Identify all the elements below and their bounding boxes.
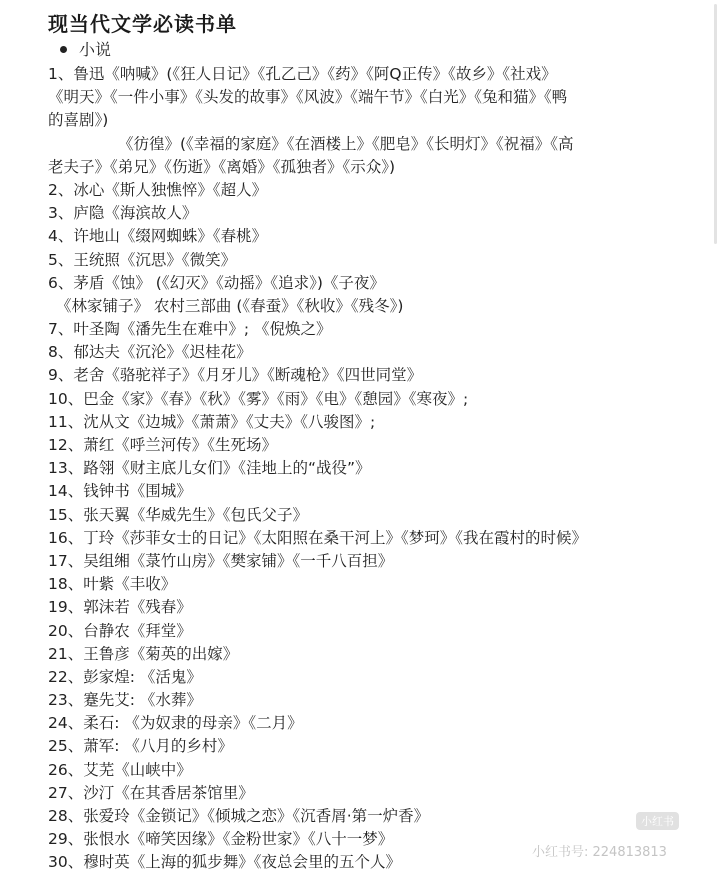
section-label: 小说 [79,40,112,59]
list-item: 6、茅盾《蚀》 (《幻灭》《动摇》《追求》)《子夜》 [48,273,385,292]
list-item: 10、巴金《家》《春》《秋》《雾》《雨》《电》《憩园》《寒夜》; [48,389,469,408]
list-item: 12、萧红《呼兰河传》《生死场》 [48,436,277,454]
list-item: 7、叶圣陶《潘先生在难中》; 《倪焕之》 [48,320,332,339]
list-item: 17、吴组缃《菉竹山房》《樊家铺》《一千八百担》 [48,551,394,570]
list-item: 5、王统照《沉思》《微笑》 [48,250,237,269]
list-item: 28、张爱玲《金锁记》《倾城之恋》《沉香屑·第一炉香》 [48,807,430,825]
list-item: 11、沈从文《边城》《萧萧》《丈夫》《八骏图》; [48,412,376,431]
bullet-icon [60,46,67,53]
list-item: 14、钱钟书《围城》 [48,482,192,501]
section-heading [60,39,111,61]
list-item: 23、蹇先艾: 《水葬》 [48,691,202,710]
list-item: 26、艾芜《山峡中》 [48,760,192,779]
book-list [48,63,673,875]
list-item: 30、穆时英《上海的狐步舞》《夜总会里的五个人》 [48,853,401,872]
watermark-badge: 小红书 [636,812,679,830]
list-item: 22、彭家煌: 《活鬼》 [48,667,202,686]
list-item: 18、叶紫《丰收》 [48,575,177,594]
list-item: 29、张恨水《啼笑因缘》《金粉世家》《八十一梦》 [48,830,394,849]
list-item: 25、萧军: 《八月的乡村》 [48,737,233,756]
list-item: 8、郁达夫《沉沦》《迟桂花》 [48,343,252,362]
page-title: 现当代文学必读书单 [48,12,237,36]
list-item: 《明天》《一件小事》《头发的故事》《风波》《端午节》《白光》《兔和猫》《鸭 [48,88,568,107]
list-item: 4、许地山《缀网蜘蛛》《春桃》 [48,227,268,246]
list-item: 《林家铺子》 农村三部曲 (《春蚕》《秋收》《残冬》) [56,296,404,315]
list-item: 老夫子》《弟兄》《伤逝》《离婚》《孤独者》《示众》) [48,157,396,176]
list-item: 20、台静农《拜堂》 [48,621,192,640]
list-item: 16、丁玲《莎菲女士的日记》《太阳照在桑干河上》《梦珂》《我在霞村的时候》 [48,528,587,547]
list-item: 13、路翎《财主底儿女们》《洼地上的“战役”》 [48,459,371,478]
list-item: 19、郭沫若《残春》 [48,598,192,617]
list-item: 2、冰心《斯人独憔悴》《超人》 [48,180,268,199]
list-item: 27、沙汀《在其香居茶馆里》 [48,783,254,802]
list-item: 的喜剧》) [48,111,109,130]
list-item: 1、鲁迅《呐喊》(《狂人日记》《孔乙己》《药》《阿Q正传》《故乡》《社戏》 [48,65,557,83]
watermark-id: 小红书号: 224813813 [532,845,667,860]
list-item: 21、王鲁彦《菊英的出嫁》 [48,644,239,663]
list-item: 24、柔石: 《为奴隶的母亲》《二月》 [48,714,303,733]
scrollbar[interactable] [714,4,717,244]
list-item: 3、庐隐《海滨故人》 [48,204,198,223]
list-item: 9、老舍《骆驼祥子》《月牙儿》《断魂枪》《四世同堂》 [48,366,423,385]
list-item: 《彷徨》(《幸福的家庭》《在酒楼上》《肥皂》《长明灯》《祝福》《高 [118,134,574,153]
list-item: 15、张天翼《华威先生》《包氏父子》 [48,505,308,524]
